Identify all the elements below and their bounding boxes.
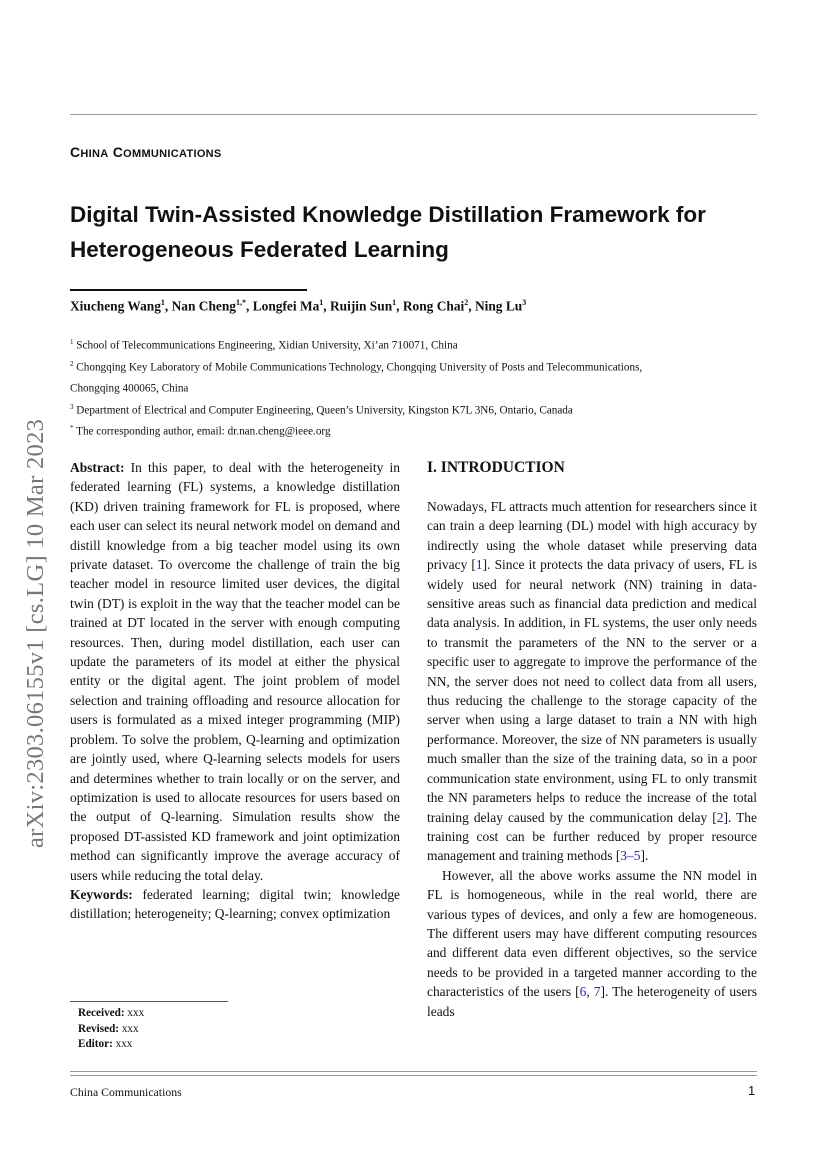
author-name: Ruijin Sun — [329, 298, 393, 314]
author-name: Nan Cheng — [171, 298, 236, 314]
author-list: Xiucheng Wang$^1$, Nan Cheng$^{1,*}$, Longfei Ma$^1$, Ruijin Sun$^1$, Rong Chai$^2$, Ning Lu$^3$ — [70, 298, 527, 314]
keywords-label: Keywords: — [70, 886, 133, 902]
footnote-received: Received: xxx — [78, 1007, 145, 1019]
journal-name: CHINA COMMUNICATIONS — [70, 144, 222, 160]
affiliations — [70, 334, 760, 442]
header-rule — [70, 114, 757, 115]
affiliation-line: $^2$ Chongqing Key Laboratory of Mobile Communications Technology, Chongqing University of Posts and Telecommunications, — [70, 359, 643, 374]
affiliation-line: Chongqing 400065, China — [70, 382, 189, 395]
page-number: 1 — [748, 1083, 756, 1098]
footer-rule-bottom — [70, 1075, 757, 1076]
citation-link[interactable]: 1 — [475, 557, 483, 573]
title-line: Heterogeneous Federated Learning — [70, 237, 449, 262]
affiliation-line: * The corresponding author, email: dr.nan.cheng@ieee.org — [70, 424, 331, 438]
citation-link[interactable]: 2 — [716, 809, 724, 825]
footer-rule-top — [70, 1071, 757, 1072]
keywords-text: federated learning; digital twin; knowledge distillation; heterogeneity; Q-learning; convex optimization — [70, 886, 401, 922]
intro-paragraph: However, all the above works assume the NN model in FL is homogeneous, while in the real world, there are various types of devices, and only a few are homogeneous. The different users may have different computing resources and different data even different objectives, so the service needs to be provided in a targeted manner according to the characteristics of the users [6, 7]. The heterogeneity of users leads — [427, 867, 758, 1019]
title-line: Digital Twin-Assisted Knowledge Distillation Framework for — [70, 202, 706, 227]
right-column — [427, 458, 757, 1021]
editorial-footnotes — [78, 1006, 144, 1053]
footer-journal: China Communications — [70, 1085, 182, 1099]
author-name: Xiucheng Wang — [70, 298, 161, 314]
abstract-label: Abstract: — [70, 460, 125, 475]
section-heading: I. INTRODUCTION — [427, 459, 565, 476]
footnote-rule — [70, 1001, 228, 1002]
paper-title — [70, 197, 770, 267]
affiliation-line: $^1$ School of Telecommunications Engineering, Xidian University, Xi’an 710071, China — [70, 338, 458, 352]
abstract — [70, 458, 400, 885]
author-name: Rong Chai — [402, 298, 465, 314]
keywords — [70, 885, 400, 924]
arxiv-stamp: arXiv:2303.06155v1 [cs.LG] 10 Mar 2023 — [22, 418, 49, 848]
citation-link[interactable]: 6 — [579, 984, 587, 1000]
intro-paragraph: Nowadays, FL attracts much attention for researchers since it can train a deep learning (DL) model with high accuracy by indirectly using the whole dataset while preserving data privacy [1]. Since it protects the data privacy of users, FL is widely used for neural network (NN) training in data-sensitive areas such as financial data prediction and medical data analysis. In addition, in FL systems, the user only needs to transmit the parameters of the NN to the server or a specific user to aggregate to improve the performance of the NN, the server does not need to collect data from all users, thus reducing the challenge to the storage capacity of the server when using a large dataset to train a NN with high performance. Moreover, the size of NN parameters is usually much smaller than the size of the training data, so in a poor communication state environment, using FL to only transmit the NN parameters helps to reduce the increase of the total training delay caused by the communication delay [2]. The training cost can be further reduced by proper resource management and training methods [3–5]. — [427, 499, 757, 864]
citation-link[interactable]: 7 — [593, 984, 601, 1000]
left-column — [70, 458, 400, 924]
footnote-editor: Editor: xxx — [78, 1038, 133, 1051]
footnote-revised: Revised: xxx — [78, 1022, 139, 1035]
citation-link[interactable]: 3–5 — [620, 848, 641, 864]
title-underline — [70, 289, 307, 291]
affiliation-line: $^3$ Department of Electrical and Computer Engineering, Queen’s University, Kingston K7L 3N6, Ontario, Canada — [70, 402, 573, 417]
abstract-text: In this paper, to deal with the heterogeneity in federated learning (FL) systems, a knowledge distillation (KD) driven training framework for FL is proposed, where each user can select its neural network model on demand and distill knowledge from a big teacher model using its own private dataset. To overcome the challenge of train the big teacher model in resource limited user devices, the digital twin (DT) is exploit in the way that the teacher model can be trained at DT located in the server with enough computing resources. Then, during model distillation, each user can update the parameters of its model at either the physical entity or the digital agent. The joint problem of model selection and training offloading and resource allocation for users is formulated as a mixed integer programming (MIP) problem. To solve the problem, Q-learning and optimization are jointly used, where Q-learning selects models for users and determines whether to train locally or on the server, and optimization is used to allocate resources for users based on the output of Q-learning. Simulation results show the proposed DT-assisted KD framework and joint optimization method can significantly improve the average accuracy of users while reducing the total delay. — [70, 460, 400, 883]
author-name: Ning Lu — [474, 298, 523, 314]
author-name: Longfei Ma — [252, 298, 320, 314]
